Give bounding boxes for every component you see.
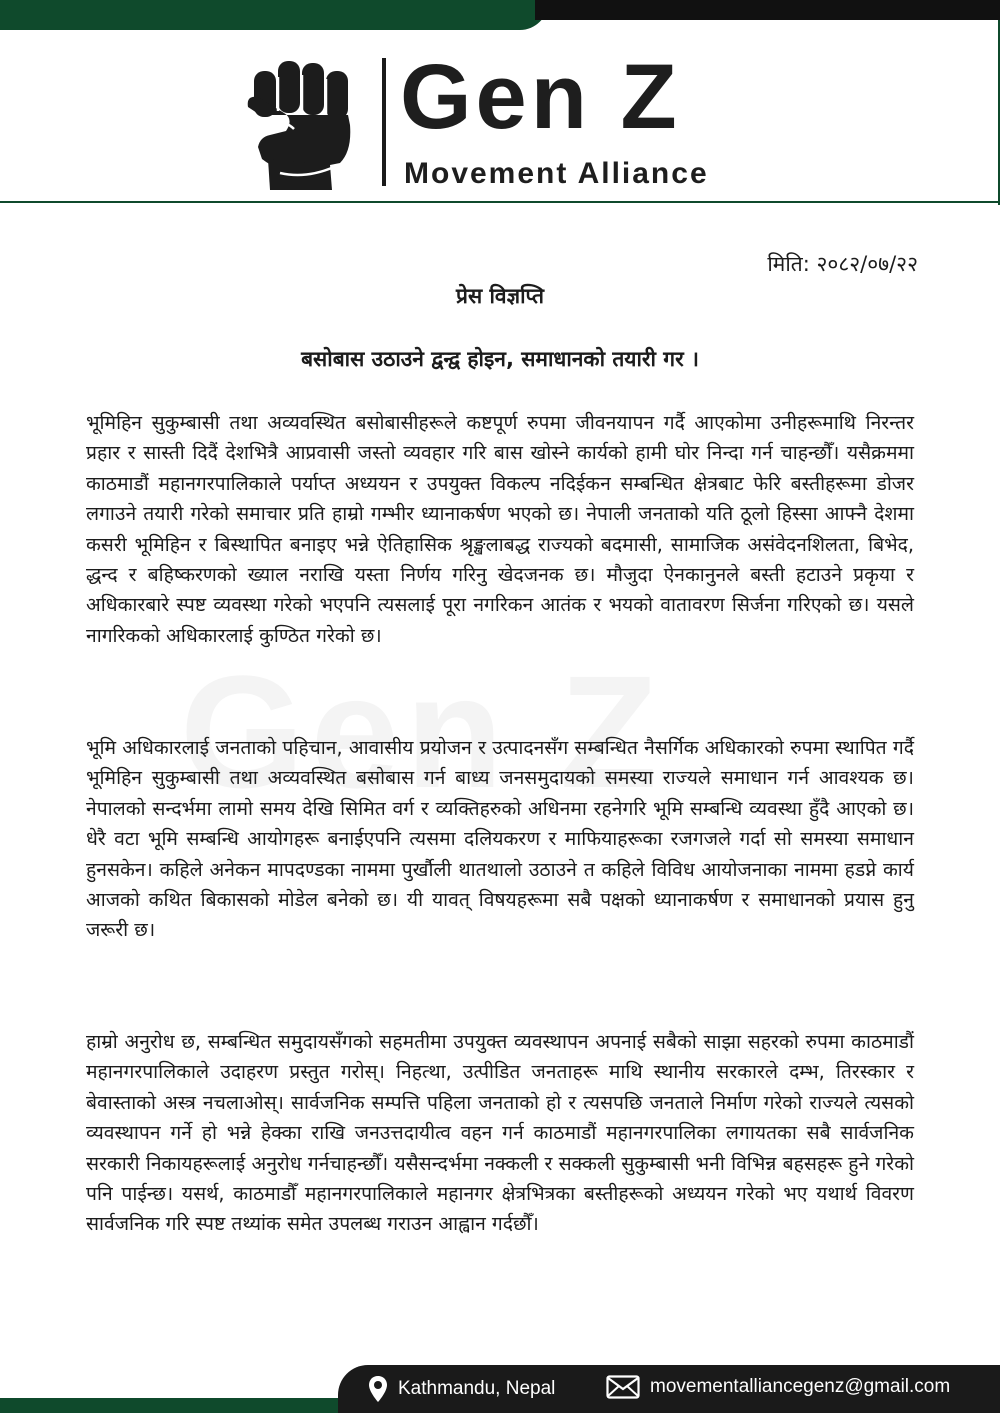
raised-fist-icon <box>240 55 360 190</box>
footer-email[interactable] <box>606 1375 950 1399</box>
logo-divider <box>382 58 386 186</box>
body-paragraph: भूमि अधिकारलाई जनताको पहिचान, आवासीय प्रयोजन र उत्पादनसँग सम्बन्धित नैसर्गिक अधिकारको रुपमा स्थापित गर्दै भूमिहिन सुकुम्बासी तथा अव्यवस्थित बसोबास गर्न बाध्य जनसमुदायको समस्या राज्यले समाधान गर्न आवश्यक छ। नेपालको सन्दर्भमा लामो समय देखि सिमित वर्ग र व्यक्तिहरुको अधिनमा रहनेगरि भूमि सम्बन्धि व्यवस्था हुँदै आएको छ। धेरै वटा भूमि सम्बन्धि आयोगहरू बनाईएपनि त्यसमा दलियकरण र माफियाहरूका रजगजले गर्दा सो समस्या समाधान हुनसकेन। कहिले अनेकन मापदण्डका नाममा पुर्खौली थातथालो उठाउने त कहिले विविध आयोजनाका नाममा हडप्ने कार्य आजको कथित बिकासको मोडेल बनेको छ। यी यावत् विषयहरूमा सबै पक्षको ध्यानाकर्षण र समाधानको प्रयास हुनु जरूरी छ। <box>86 736 914 942</box>
press-release-title: प्रेस विज्ञप्ति <box>456 284 544 308</box>
mail-icon <box>606 1375 640 1399</box>
footer-location-text: Kathmandu, Nepal <box>398 1378 556 1399</box>
document-date: मिति: २०८२/०७/२२ <box>767 252 918 276</box>
footer-email-text[interactable]: movementalliancegenz@gmail.com <box>650 1376 951 1397</box>
location-pin-icon <box>368 1375 388 1403</box>
brand-subtitle: Movement Alliance <box>404 157 709 190</box>
document-headline: बसोबास उठाउने द्वन्द्व होइन, समाधानको तयारी गर । <box>301 347 699 371</box>
brand-logo <box>240 46 760 195</box>
header-green-bar <box>0 0 548 30</box>
brand-title: Gen Z <box>400 46 681 148</box>
footer-location <box>368 1375 555 1403</box>
body-paragraph: भूमिहिन सुकुम्बासी तथा अव्यवस्थित बसोबासीहरूले कष्टपूर्ण रुपमा जीवनयापन गर्दै आएकोमा उनीहरूमाथि निरन्तर प्रहार र सास्ती दिदैं देशभित्रै आप्रवासी जस्तो व्यवहार गरि बास खोस्ने कार्यको हामी घोर निन्दा गर्न चाहन्छौँ। यसैक्रममा काठमाडौं महानगरपालिकाले पर्याप्त अध्ययन र उपयुक्त विकल्प नदिईकन सम्बन्धित क्षेत्रबाट फेरि बस्तीहरूमा डोजर लगाउने तयारी गरेको समाचार प्रति हाम्रो गम्भीर ध्यानाकर्षण भएको छ। नेपाली जनताको यति ठूलो हिस्सा आफ्नै देशमा कसरी भूमिहिन र बिस्थापित बनाइए भन्ने ऐतिहासिक श्रृङ्खलाबद्ध राज्यको बदमासी, सामाजिक असंवेदनशिलता, बिभेद, द्धन्द र बहिष्करणको ख्याल नराखि यस्ता निर्णय गरिनु खेदजनक छ। मौजुदा ऐनकानुनले बस्ती हटाउने प्रकृया र अधिकारबारे स्पष्ट व्यवस्था गरेको भएपनि त्यसलाई पूरा नगरिकन आतंक र भयको वातावरण सिर्जना गरिएको छ। यसले नागरिकको अधिकारलाई कुण्ठित गरेको छ। <box>86 411 914 647</box>
body-paragraph: हाम्रो अनुरोध छ, सम्बन्धित समुदायसँगको सहमतीमा उपयुक्त व्यवस्थापन अपनाई सबैको साझा सहरको रुपमा काठमाडौं महानगरपालिकाले उदाहरण प्रस्तुत गरोस्। निहत्था, उत्पीडित जनताहरू माथि स्थानीय सरकारले दम्भ, तिरस्कार र बेवास्ताको अस्त्र नचलाओस्। सार्वजनिक सम्पत्ति पहिला जनताको हो र त्यसपछि जनताले निर्माण गरेको राज्यले त्यसको व्यवस्थापन गर्ने हो भन्ने हेक्का राखि जनउत्तदायीत्व वहन गर्न काठमाडौं महानगरपालिका लगायतका सबै सार्वजनिक सरकारी निकायहरूलाई अनुरोध गर्नचाहन्छौँ। यसैसन्दर्भमा नक्कली र सक्कली सुकुम्बासी भनी विभिन्न बहसहरू हुने गरेको पनि पाईन्छ। यसर्थ, काठमाडौँ महानगरपालिकाले महानगर क्षेत्रभित्रका बस्तीहरूको अध्ययन गरेको भए यथार्थ विवरण सार्वजनिक गरि स्पष्ट तथ्यांक समेत उपलब्ध गराउन आह्वान गर्दछौँ। <box>86 1030 914 1236</box>
footer-green-bar <box>0 1398 370 1413</box>
header-black-bar <box>535 0 1000 20</box>
footer-bar <box>338 1365 1000 1413</box>
